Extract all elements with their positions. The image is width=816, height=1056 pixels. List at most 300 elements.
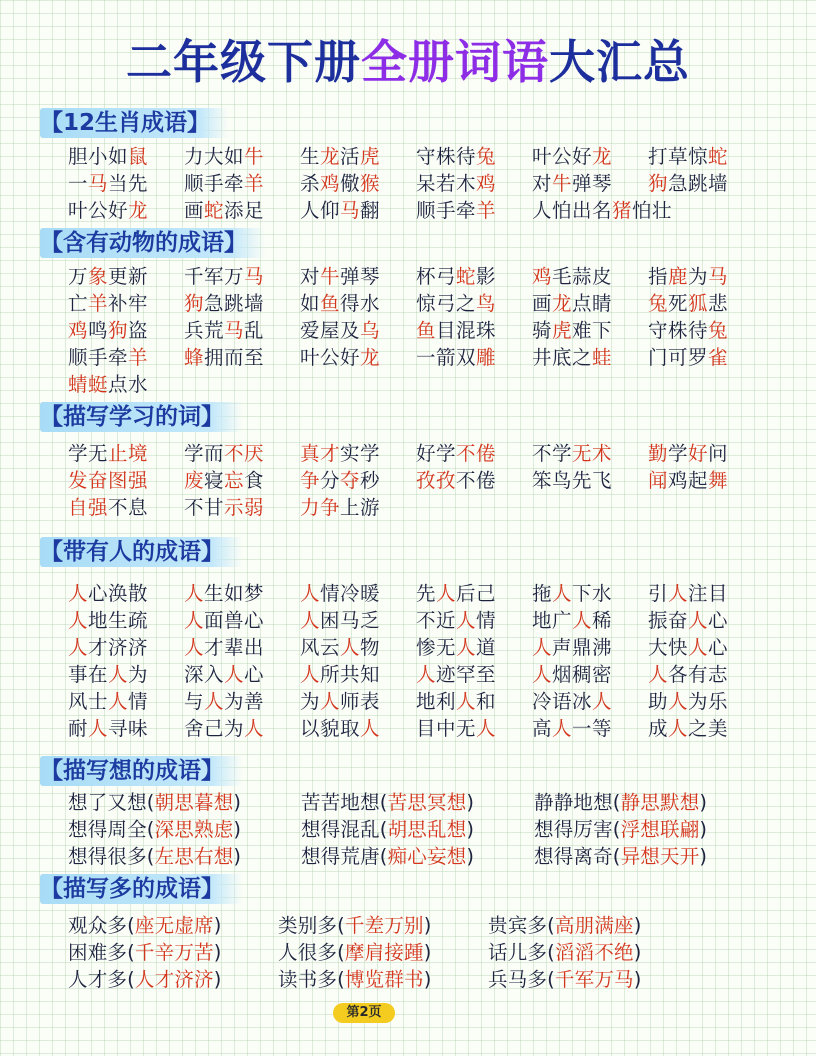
idiom-item — [416, 263, 532, 290]
highlighted-char: 人 — [552, 717, 573, 740]
idiom-item — [416, 440, 532, 467]
idiom-text: 翻 — [360, 199, 381, 222]
idiom-text: 当先 — [108, 172, 149, 195]
idiom-item — [534, 789, 767, 816]
idiom-text: 一 — [68, 172, 89, 195]
idiom-item — [416, 344, 532, 371]
highlighted-char: 座无虚席 — [134, 914, 214, 937]
idiom-item — [68, 843, 301, 870]
section-title-animals: 【含有动物的成语】 — [40, 228, 265, 258]
idiom-text: 烟稠密 — [552, 663, 613, 686]
section-grid — [68, 912, 698, 993]
idiom-item — [532, 170, 648, 197]
idiom-text: 急跳墙 — [204, 292, 265, 315]
idiom-item — [532, 580, 648, 607]
idiom-text: 活 — [340, 145, 361, 168]
idiom-item — [68, 290, 184, 317]
highlighted-char: 自强 — [68, 496, 109, 519]
highlighted-char: 雀 — [708, 346, 729, 369]
highlighted-char: 人 — [360, 717, 381, 740]
idiom-text: 学 — [668, 442, 689, 465]
section-title-study: 【描写学习的词】 — [40, 402, 242, 432]
idiom-text: 不甘 — [184, 496, 225, 519]
idiom-text: 各有志 — [668, 663, 729, 686]
idiom-item — [301, 816, 534, 843]
idiom-item — [416, 634, 532, 661]
idiom-item — [416, 580, 532, 607]
idiom-item — [184, 494, 300, 521]
idiom-row — [68, 966, 698, 993]
idiom-item — [184, 344, 300, 371]
idiom-row — [68, 912, 698, 939]
idiom-item — [68, 263, 184, 290]
idiom-item — [184, 467, 300, 494]
idiom-text: 后己 — [456, 582, 497, 605]
highlighted-char: 人 — [532, 636, 553, 659]
idiom-text: 迹罕至 — [436, 663, 497, 686]
highlighted-char: 龙 — [592, 145, 613, 168]
idiom-text: 大快 — [648, 636, 689, 659]
idiom-item — [300, 197, 416, 224]
section-title-zodiac: 【12生肖成语】 — [40, 108, 228, 138]
idiom-text: 所共知 — [320, 663, 381, 686]
idiom-text: 为 — [300, 690, 321, 713]
highlighted-char: 人 — [456, 690, 477, 713]
idiom-text: 风云 — [300, 636, 341, 659]
idiom-item — [648, 263, 764, 290]
idiom-text: 声鼎沸 — [552, 636, 613, 659]
idiom-text: 类别多( — [278, 914, 345, 937]
idiom-item — [300, 170, 416, 197]
idiom-row — [68, 789, 767, 816]
idiom-text: ) — [233, 845, 242, 868]
idiom-row — [68, 688, 764, 715]
idiom-text: 杯弓 — [416, 265, 457, 288]
idiom-item — [300, 467, 416, 494]
idiom-text: 拥而至 — [204, 346, 265, 369]
idiom-text: 人仰 — [300, 199, 341, 222]
highlighted-char: 人 — [592, 690, 613, 713]
idiom-text: ) — [466, 791, 475, 814]
idiom-item — [300, 580, 416, 607]
highlighted-char: 人 — [184, 582, 205, 605]
idiom-item — [648, 143, 764, 170]
title-part-3: 大汇总 — [549, 35, 690, 89]
highlighted-char: 人 — [648, 663, 669, 686]
idiom-item — [300, 494, 416, 521]
idiom-text: 静静地想( — [534, 791, 621, 814]
idiom-text: 风士 — [68, 690, 109, 713]
idiom-item — [534, 843, 767, 870]
idiom-item — [184, 607, 300, 634]
highlighted-char: 人 — [572, 609, 593, 632]
highlighted-char: 高朋满座 — [554, 914, 634, 937]
highlighted-char: 人 — [184, 609, 205, 632]
highlighted-char: 猴 — [360, 172, 381, 195]
idiom-text: 寻味 — [108, 717, 149, 740]
highlighted-char: 鸟 — [476, 292, 497, 315]
highlighted-char: 真才 — [300, 442, 341, 465]
idiom-text: 急跳墙 — [668, 172, 729, 195]
highlighted-char: 苦思冥想 — [387, 791, 467, 814]
idiom-text: 和 — [476, 690, 497, 713]
idiom-item — [184, 661, 300, 688]
idiom-text: 杀 — [300, 172, 321, 195]
idiom-text: 引 — [648, 582, 669, 605]
idiom-row — [68, 661, 764, 688]
idiom-text: ) — [633, 968, 642, 991]
idiom-text: 顺手牵 — [184, 172, 245, 195]
idiom-text: 物 — [360, 636, 381, 659]
idiom-text: 不息 — [108, 496, 149, 519]
idiom-row — [68, 634, 764, 661]
idiom-item — [68, 317, 184, 344]
idiom-item — [416, 607, 532, 634]
idiom-item — [68, 939, 278, 966]
idiom-text: 力大如 — [184, 145, 245, 168]
highlighted-char: 鹿 — [668, 265, 689, 288]
idiom-text: 话儿多( — [488, 941, 555, 964]
idiom-text: 深入 — [184, 663, 225, 686]
idiom-text: 画 — [532, 292, 553, 315]
highlighted-char: 羊 — [244, 172, 265, 195]
idiom-item — [68, 467, 184, 494]
idiom-text: 胆小如 — [68, 145, 129, 168]
idiom-item — [648, 317, 764, 344]
highlighted-char: 龙 — [360, 346, 381, 369]
idiom-text: 悲 — [708, 292, 729, 315]
idiom-text: 想得荒唐( — [301, 845, 388, 868]
idiom-item — [68, 143, 184, 170]
idiom-text: 生 — [300, 145, 321, 168]
idiom-item — [184, 440, 300, 467]
highlighted-char: 止境 — [108, 442, 149, 465]
idiom-text: 想得厉害( — [534, 818, 621, 841]
idiom-text: 分 — [320, 469, 341, 492]
highlighted-char: 滔滔不绝 — [554, 941, 634, 964]
highlighted-char: 闻 — [648, 469, 669, 492]
idiom-item — [184, 634, 300, 661]
highlighted-char: 静思默想 — [620, 791, 700, 814]
idiom-text: 鸡起 — [668, 469, 709, 492]
idiom-item — [648, 344, 764, 371]
section-grid — [68, 789, 767, 870]
highlighted-char: 羊 — [88, 292, 109, 315]
idiom-item — [532, 440, 648, 467]
idiom-text: 乱 — [244, 319, 265, 342]
highlighted-char: 人 — [68, 582, 89, 605]
idiom-text: ) — [213, 914, 222, 937]
highlighted-char: 忘 — [224, 469, 245, 492]
idiom-text: 弹琴 — [572, 172, 613, 195]
idiom-row — [68, 440, 764, 467]
highlighted-char: 蛙 — [592, 346, 613, 369]
idiom-text: 如 — [300, 292, 321, 315]
highlighted-char: 力争 — [300, 496, 341, 519]
idiom-item — [416, 715, 532, 742]
idiom-text: 不学 — [532, 442, 573, 465]
idiom-text: 想得周全( — [68, 818, 155, 841]
idiom-text: ) — [699, 818, 708, 841]
idiom-text: 呆若木 — [416, 172, 477, 195]
highlighted-char: 千差万别 — [344, 914, 424, 937]
highlighted-char: 羊 — [128, 346, 149, 369]
idiom-text: 补牢 — [108, 292, 149, 315]
idiom-text: 一箭双 — [416, 346, 477, 369]
highlighted-char: 狐 — [688, 292, 709, 315]
section-title-thinking: 【描写想的成语】 — [40, 756, 242, 786]
idiom-text: 得水 — [340, 292, 381, 315]
idiom-item — [416, 688, 532, 715]
highlighted-char: 争 — [300, 469, 321, 492]
idiom-item — [184, 317, 300, 344]
idiom-item — [300, 607, 416, 634]
idiom-text: 困马乏 — [320, 609, 381, 632]
idiom-text: 兵马多( — [488, 968, 555, 991]
idiom-item — [300, 661, 416, 688]
highlighted-char: 牛 — [244, 145, 265, 168]
idiom-text: 学无 — [68, 442, 109, 465]
highlighted-char: 千辛万苦 — [134, 941, 214, 964]
idiom-item — [416, 317, 532, 344]
section-title-people: 【带有人的成语】 — [40, 537, 242, 567]
idiom-text: 情 — [476, 609, 497, 632]
idiom-text: 惨无 — [416, 636, 457, 659]
idiom-item — [488, 912, 698, 939]
highlighted-char: 龙 — [128, 199, 149, 222]
idiom-item — [416, 661, 532, 688]
highlighted-char: 胡思乱想 — [387, 818, 467, 841]
idiom-text: 先 — [416, 582, 437, 605]
idiom-row — [68, 494, 764, 521]
highlighted-char: 人 — [300, 663, 321, 686]
idiom-text: ) — [213, 968, 222, 991]
idiom-text: 注目 — [688, 582, 729, 605]
idiom-item — [278, 966, 488, 993]
idiom-item — [300, 688, 416, 715]
highlighted-char: 人 — [224, 663, 245, 686]
highlighted-char: 人 — [108, 690, 129, 713]
idiom-row — [68, 143, 764, 170]
highlighted-char: 人 — [244, 717, 265, 740]
idiom-text: 为乐 — [688, 690, 729, 713]
idiom-text: 与 — [184, 690, 205, 713]
idiom-text: 叶公好 — [532, 145, 593, 168]
highlighted-char: 乌 — [360, 319, 381, 342]
idiom-text: 耐 — [68, 717, 89, 740]
idiom-text: 人才多( — [68, 968, 135, 991]
highlighted-char: 人 — [436, 582, 457, 605]
highlighted-char: 人 — [456, 636, 477, 659]
highlighted-char: 人 — [108, 663, 129, 686]
highlighted-char: 人 — [300, 582, 321, 605]
highlighted-char: 人 — [88, 717, 109, 740]
idiom-text: 影 — [476, 265, 497, 288]
idiom-item — [68, 912, 278, 939]
idiom-row — [68, 197, 764, 224]
idiom-text: 叶公好 — [300, 346, 361, 369]
highlighted-char: 废 — [184, 469, 205, 492]
highlighted-char: 鸡 — [532, 265, 553, 288]
idiom-text: 指 — [648, 265, 669, 288]
highlighted-char: 舞 — [708, 469, 729, 492]
idiom-text: 才济济 — [88, 636, 149, 659]
idiom-text: ) — [633, 941, 642, 964]
idiom-text: 想得离奇( — [534, 845, 621, 868]
highlighted-char: 虎 — [552, 319, 573, 342]
idiom-item — [648, 467, 764, 494]
highlighted-char: 不倦 — [456, 442, 497, 465]
highlighted-char: 马 — [224, 319, 245, 342]
idiom-text: 爱屋及 — [300, 319, 361, 342]
idiom-text: ) — [213, 941, 222, 964]
highlighted-char: 马 — [340, 199, 361, 222]
highlighted-char: 不厌 — [224, 442, 265, 465]
idiom-text: 读书多( — [278, 968, 345, 991]
idiom-item — [68, 494, 184, 521]
idiom-text: 鸣 — [88, 319, 109, 342]
idiom-row — [68, 263, 764, 290]
idiom-item — [278, 939, 488, 966]
idiom-text: 贵宾多( — [488, 914, 555, 937]
idiom-item — [532, 143, 648, 170]
idiom-text: 寝 — [204, 469, 225, 492]
idiom-item — [68, 715, 184, 742]
idiom-item — [300, 317, 416, 344]
idiom-text: 情冷暖 — [320, 582, 381, 605]
idiom-item — [184, 170, 300, 197]
idiom-text: 怕壮 — [632, 199, 673, 222]
idiom-text: 成 — [648, 717, 669, 740]
highlighted-char: 马 — [88, 172, 109, 195]
idiom-item — [648, 580, 764, 607]
highlighted-char: 发奋图强 — [68, 469, 149, 492]
highlighted-char: 人才济济 — [134, 968, 214, 991]
highlighted-char: 兔 — [708, 319, 729, 342]
idiom-text: 万 — [68, 265, 89, 288]
highlighted-char: 人 — [68, 636, 89, 659]
idiom-text: 点睛 — [572, 292, 613, 315]
page-number-badge: 第2页 — [333, 1003, 395, 1023]
idiom-item — [532, 661, 648, 688]
highlighted-char: 马 — [244, 265, 265, 288]
idiom-row — [68, 939, 698, 966]
idiom-item — [68, 688, 184, 715]
idiom-text: 千军万 — [184, 265, 245, 288]
highlighted-char: 象 — [88, 265, 109, 288]
idiom-text: 稀 — [592, 609, 613, 632]
idiom-item — [184, 290, 300, 317]
idiom-text: 惊弓之 — [416, 292, 477, 315]
idiom-text: 兵荒 — [184, 319, 225, 342]
highlighted-char: 人 — [688, 609, 709, 632]
page-title — [0, 32, 816, 92]
idiom-item — [648, 688, 764, 715]
idiom-item — [648, 661, 764, 688]
idiom-text: 井底之 — [532, 346, 593, 369]
idiom-item — [532, 317, 648, 344]
idiom-row — [68, 580, 764, 607]
idiom-text: 点水 — [108, 373, 149, 396]
idiom-item — [300, 634, 416, 661]
idiom-item — [301, 843, 534, 870]
idiom-row — [68, 317, 764, 344]
highlighted-char: 千军万马 — [554, 968, 634, 991]
idiom-text: 食 — [244, 469, 265, 492]
idiom-text: 振奋 — [648, 609, 689, 632]
idiom-text: 笨鸟先飞 — [532, 469, 613, 492]
idiom-item — [416, 290, 532, 317]
idiom-item — [648, 715, 764, 742]
idiom-item — [184, 143, 300, 170]
idiom-item — [184, 580, 300, 607]
idiom-text: ) — [423, 914, 432, 937]
idiom-text: 叶公好 — [68, 199, 129, 222]
highlighted-char: 鸡 — [68, 319, 89, 342]
idiom-item — [532, 634, 648, 661]
idiom-item — [184, 715, 300, 742]
idiom-item — [488, 939, 698, 966]
highlighted-char: 狗 — [648, 172, 669, 195]
idiom-item — [68, 344, 184, 371]
idiom-item — [68, 789, 301, 816]
highlighted-char: 兔 — [648, 292, 669, 315]
highlighted-char: 人 — [184, 636, 205, 659]
highlighted-char: 鸡 — [476, 172, 497, 195]
highlighted-char: 马 — [708, 265, 729, 288]
idiom-text: 心涣散 — [88, 582, 149, 605]
idiom-item — [488, 966, 698, 993]
idiom-item — [68, 440, 184, 467]
idiom-text: 观众多( — [68, 914, 135, 937]
idiom-item — [68, 661, 184, 688]
idiom-text: 才辈出 — [204, 636, 265, 659]
highlighted-char: 人 — [456, 609, 477, 632]
idiom-item — [68, 966, 278, 993]
idiom-row — [68, 290, 764, 317]
idiom-text: 更新 — [108, 265, 149, 288]
idiom-item — [68, 197, 184, 224]
idiom-text: 想了又想( — [68, 791, 155, 814]
idiom-text: 盗 — [128, 319, 149, 342]
section-grid — [68, 440, 764, 521]
highlighted-char: 好 — [688, 442, 709, 465]
title-part-2: 全册词语 — [361, 35, 549, 89]
idiom-text: 生如梦 — [204, 582, 265, 605]
idiom-text: 对 — [300, 265, 321, 288]
idiom-row — [68, 170, 764, 197]
idiom-item — [532, 688, 648, 715]
highlighted-char: 人 — [668, 690, 689, 713]
idiom-text: 助 — [648, 690, 669, 713]
idiom-text: ) — [423, 968, 432, 991]
highlighted-char: 人 — [668, 717, 689, 740]
idiom-text: 画 — [184, 199, 205, 222]
idiom-item — [68, 170, 184, 197]
idiom-text: 顺手牵 — [68, 346, 129, 369]
highlighted-char: 痴心妄想 — [387, 845, 467, 868]
highlighted-char: 人 — [532, 663, 553, 686]
highlighted-char: 博览群书 — [344, 968, 424, 991]
highlighted-char: 人 — [300, 609, 321, 632]
idiom-text: 为 — [688, 265, 709, 288]
idiom-row — [68, 467, 764, 494]
idiom-text: 人很多( — [278, 941, 345, 964]
idiom-text: 困难多( — [68, 941, 135, 964]
highlighted-char: 蜻蜓 — [68, 373, 109, 396]
idiom-text: 问 — [708, 442, 729, 465]
idiom-text: 下水 — [572, 582, 613, 605]
